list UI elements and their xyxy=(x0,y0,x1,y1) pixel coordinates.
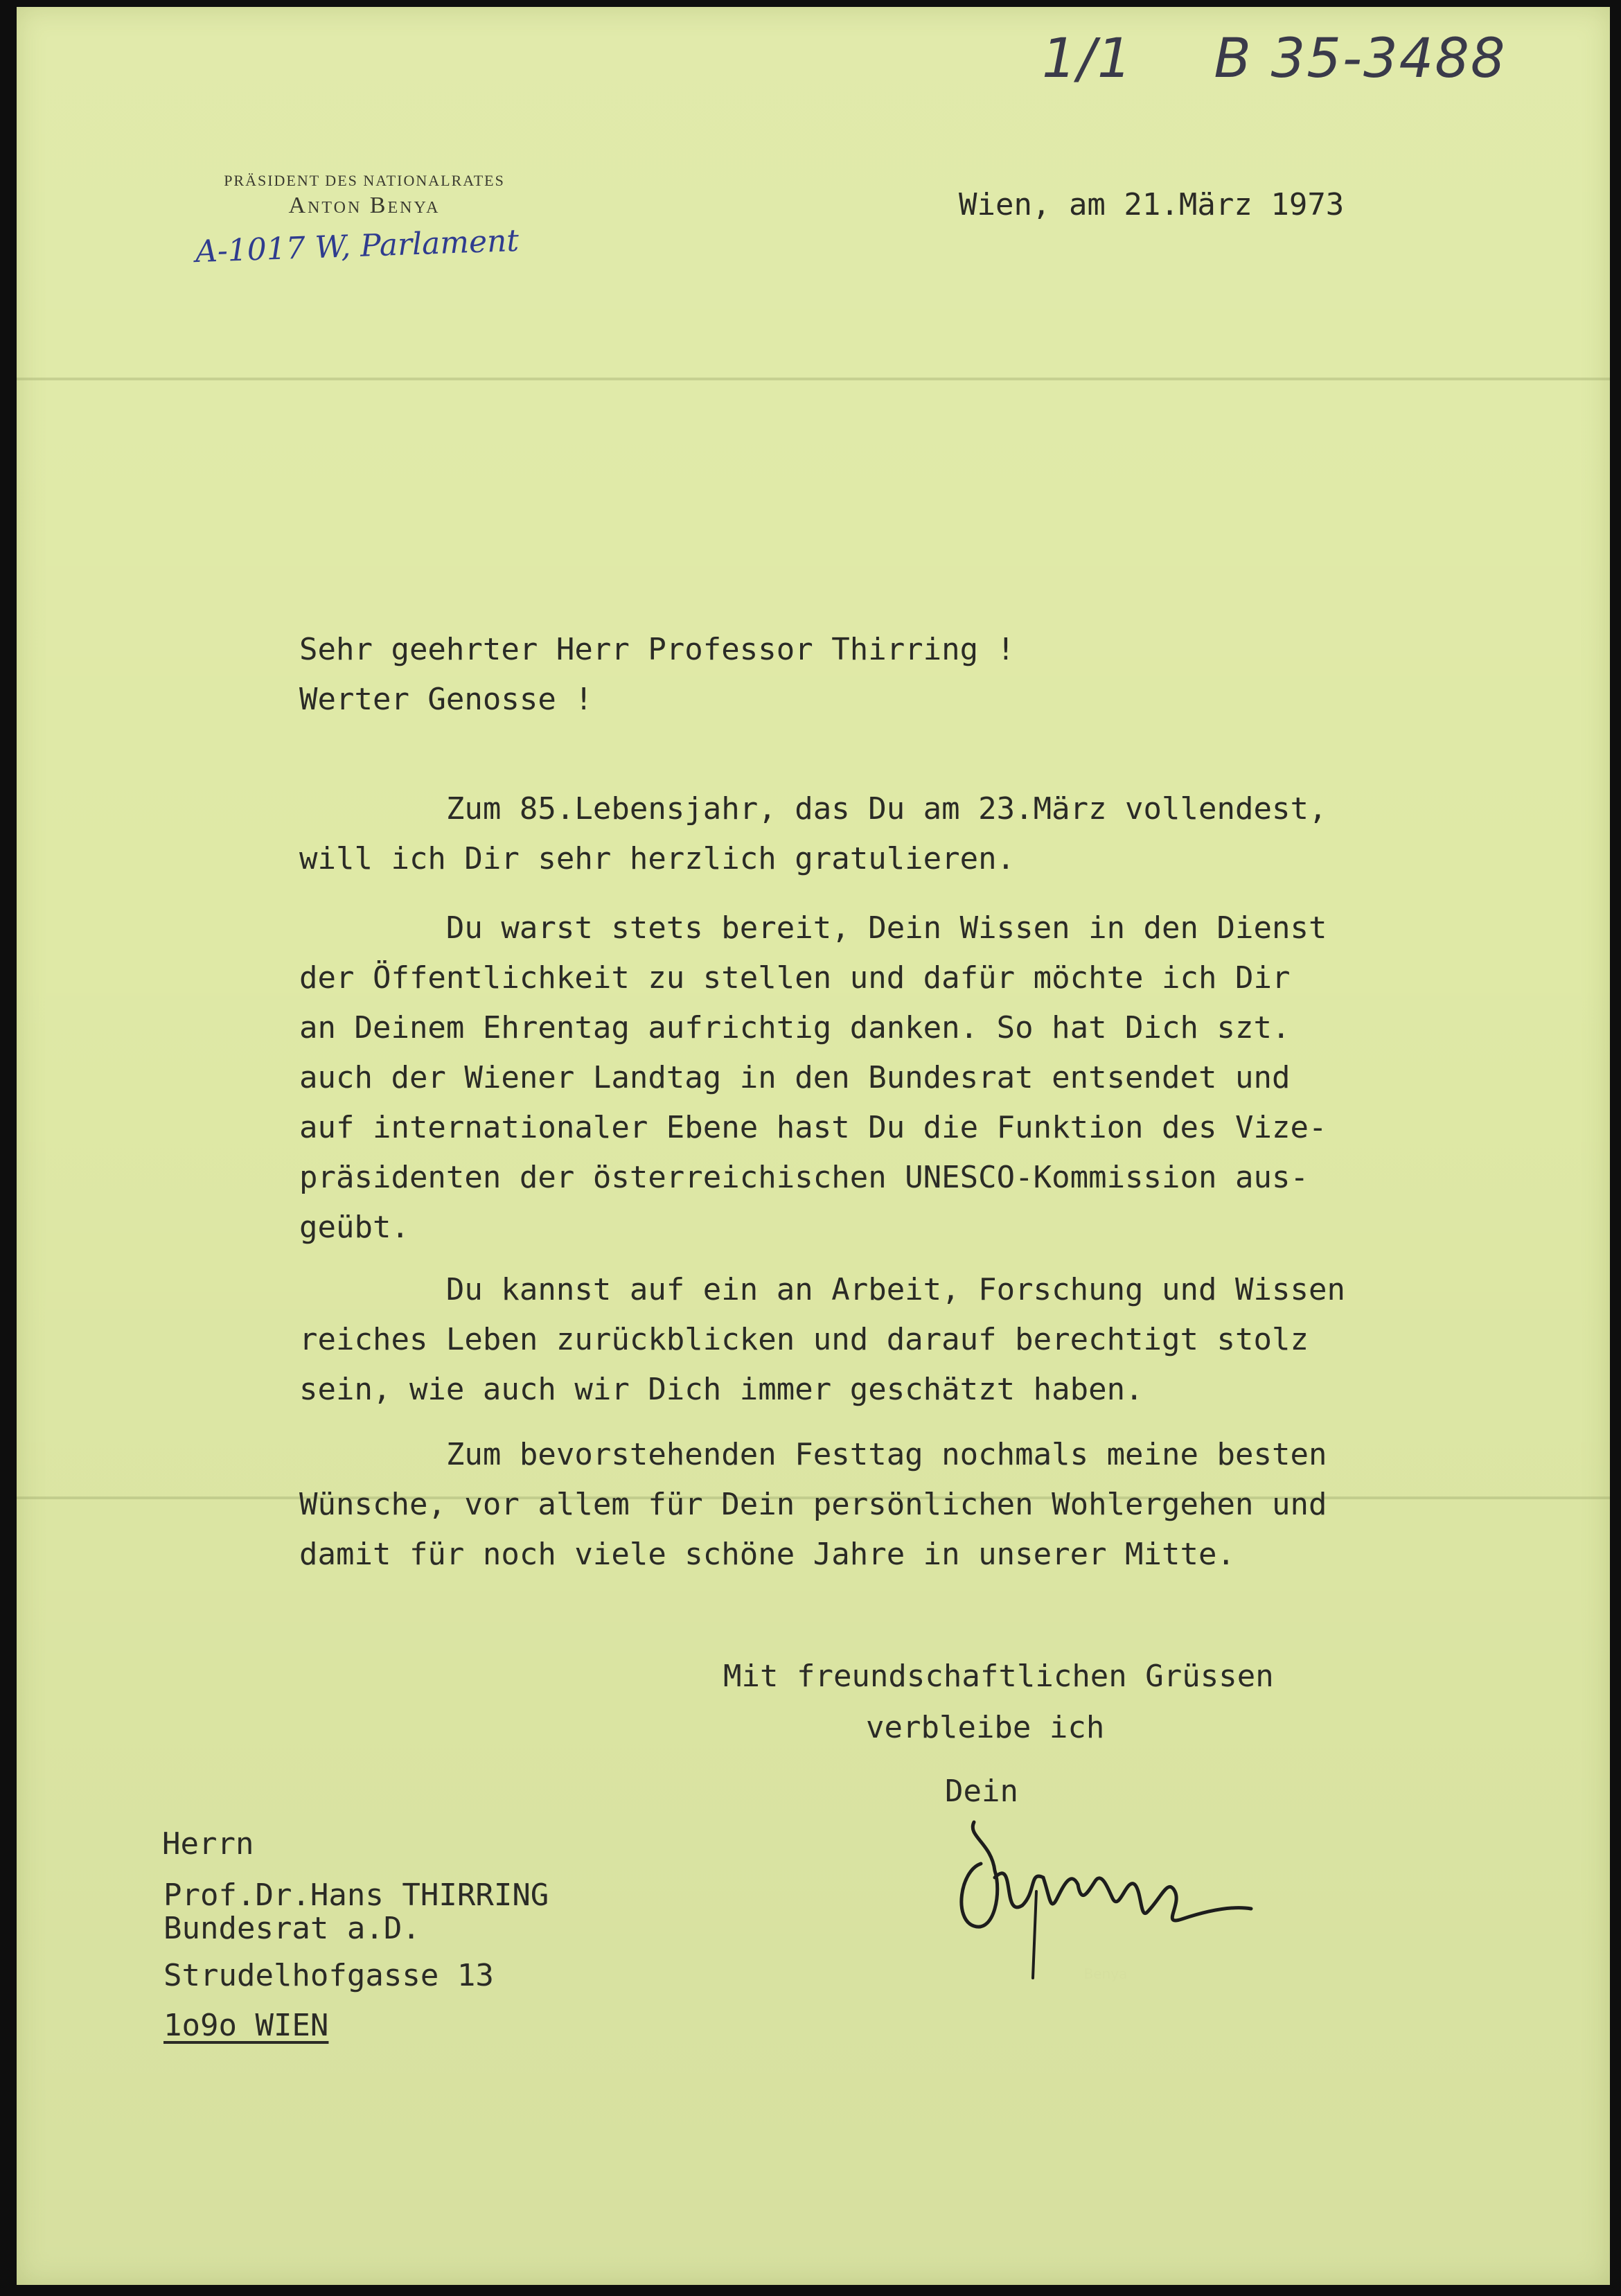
text-line: Zum bevorstehenden Festtag nochmals meine besten xyxy=(299,1437,1327,1472)
paragraph-4 xyxy=(299,1430,1327,1580)
letter-page xyxy=(17,7,1610,2285)
closing-line: Mit freundschaftlichen Grüssen xyxy=(723,1659,1274,1694)
text-line: Wünsche, vor allem für Dein persönlichen Wohlergehen und xyxy=(299,1487,1327,1522)
text-line: präsidenten der österreichischen UNESCO-Kommission aus- xyxy=(299,1160,1309,1195)
letter-date: Wien, am 21.März 1973 xyxy=(959,187,1345,222)
recipient-line: Herrn xyxy=(162,1826,254,1862)
paragraph-1 xyxy=(299,784,1327,884)
signature-name: Benya xyxy=(1083,1966,1128,1981)
text-line: Zum 85.Lebensjahr, das Du am 23.März vollendest, xyxy=(299,791,1327,827)
text-line: der Öffentlichkeit zu stellen und dafür möchte ich Dir xyxy=(299,960,1291,996)
text-line: geübt. xyxy=(299,1210,409,1245)
text-line: will ich Dir sehr herzlich gratulieren. xyxy=(299,841,1016,876)
recipient-city: 1o9o WIEN xyxy=(163,2008,329,2043)
closing-line: Dein xyxy=(945,1774,1018,1809)
signature xyxy=(953,1815,1258,1981)
recipient-line: Bundesrat a.D. xyxy=(163,1911,420,1946)
closing-line: verbleibe ich xyxy=(866,1710,1105,1745)
text-line: auch der Wiener Landtag in den Bundesrat entsendet und xyxy=(299,1060,1291,1095)
recipient-line: Prof.Dr.Hans THIRRING xyxy=(163,1878,549,1913)
text-line: Du kannst auf ein an Arbeit, Forschung und Wissen xyxy=(299,1272,1345,1307)
text-line: auf internationaler Ebene hast Du die Funktion des Vize- xyxy=(299,1110,1327,1145)
salutation-line: Sehr geehrter Herr Professor Thirring ! xyxy=(299,632,1016,667)
letterhead xyxy=(170,172,558,219)
text-line: Du warst stets bereit, Dein Wissen in den Dienst xyxy=(299,910,1327,946)
recipient-line: Strudelhofgasse 13 xyxy=(163,1958,494,1993)
text-line: reiches Leben zurückblicken und darauf berechtigt stolz xyxy=(299,1322,1309,1357)
archive-folio: 1/1 xyxy=(1042,28,1133,90)
letterhead-title: PRÄSIDENT DES NATIONALRATES xyxy=(224,172,505,189)
archive-signature: B 35-3488 xyxy=(1214,28,1507,90)
archive-number xyxy=(1042,28,1569,90)
handwritten-address: A-1017 W, Parlament xyxy=(195,222,520,270)
paragraph-2 xyxy=(299,903,1327,1253)
salutation-line: Werter Genosse ! xyxy=(299,682,593,717)
text-line: sein, wie auch wir Dich immer geschätzt haben. xyxy=(299,1372,1144,1407)
paragraph-3 xyxy=(299,1265,1345,1415)
paper-fold xyxy=(17,378,1610,380)
text-line: an Deinem Ehrentag aufrichtig danken. So hat Dich szt. xyxy=(299,1010,1291,1045)
letterhead-name: Anton Benya xyxy=(288,193,441,218)
text-line: damit für noch viele schöne Jahre in unserer Mitte. xyxy=(299,1537,1236,1572)
salutation xyxy=(299,625,1015,725)
